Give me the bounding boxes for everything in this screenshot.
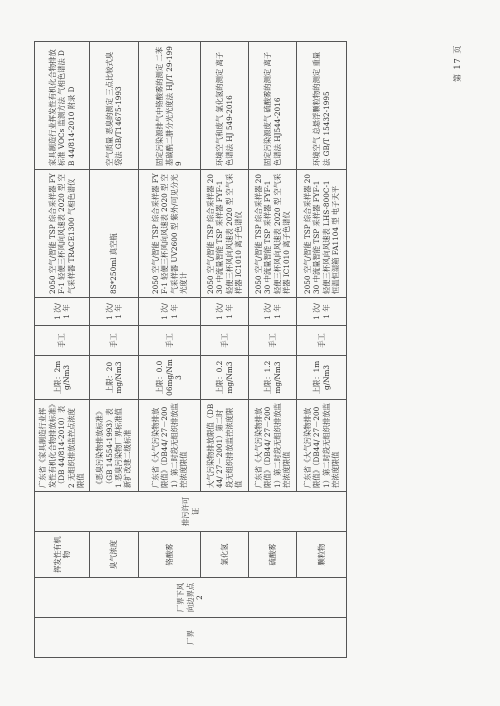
analysis-method-cell: 环境空气和废气 氯化氢的测定 离子色谱法 HJ 549-2016 — [201, 42, 249, 170]
table-row — [297, 42, 347, 658]
permit-cell: 排污许可证 — [35, 492, 347, 532]
equipment-cell: 2050 空气/智能 TSP 综合采样器 FYF-1 轻便三杯风向风速表 2020 型 空气采样器 UV2600 型 紫外/可见分光光度计 — [139, 170, 201, 298]
table-row — [201, 42, 249, 658]
pollutant-cell: 铬酸雾 — [139, 532, 201, 578]
limit-cell: 上限：1mg/Nm3 — [297, 356, 347, 400]
method-cell: 手工 — [249, 326, 297, 356]
equipment-cell: 2050 空气/智能 TSP 综合采样器 2030 中流量智能 TSP 采样器 FYF-1 轻便三杯风向风速表 2020 型 空气采样器 IC1010 离子色谱仪 — [201, 170, 249, 298]
limit-cell: 上限：1.2mg/Nm3 — [249, 356, 297, 400]
equipment-cell: 8S*250ml 真空瓶 — [90, 170, 139, 298]
analysis-method-cell: 环境空气 总悬浮颗粒物的测定 重量法 GB/T 15432-1995 — [297, 42, 347, 170]
equipment-cell: 2050 空气/智能 TSP 综合采样器 2030 中流量智能 TSP 采样器 FYF-1 轻便三杯风向风速表 2020 型 空气采样器 IC1010 离子色谱仪 — [249, 170, 297, 298]
method-cell: 手工 — [35, 326, 90, 356]
limit-cell: 上限：20mg/Nm3 — [90, 356, 139, 400]
analysis-method-cell: 固定污染源排气中铬酸雾的测定 二苯基碳酰二肼分光光度法 HJ/T 29-1999 — [139, 42, 201, 170]
pollutant-cell: 挥发性有机物 — [35, 532, 90, 578]
method-cell: 手工 — [90, 326, 139, 356]
frequency-cell: 1 次/1 年 — [90, 298, 139, 326]
standard-cell: 大气污染物排放限值（DB44/ 27－2001）第二时段无组织排放监控浓度限值 — [201, 400, 249, 492]
method-cell: 手工 — [297, 326, 347, 356]
standard-cell: 广东省《大气污染物排放限值》（DB44/ 27－2001）第二时段无组织排放监控浓度限值 — [297, 400, 347, 492]
method-cell: 手工 — [139, 326, 201, 356]
analysis-method-cell: 空气质量 恶臭的测定 三点比较式臭袋法 GB/T14675-1993 — [90, 42, 139, 170]
limit-cell: 上限：0.2mg/Nm3 — [201, 356, 249, 400]
analysis-method-cell: 家具制造行业挥发性有机化合物排放标准 VOCs 监测方法 气相色谱法 DB 44/814-2010 附录 D — [35, 42, 90, 170]
pollutant-cell: 臭气浓度 — [90, 532, 139, 578]
pollutant-cell: 氯化氢 — [201, 532, 249, 578]
pollutant-cell: 硫酸雾 — [249, 532, 297, 578]
frequency-cell: 1 次/1 年 — [139, 298, 201, 326]
method-cell: 手工 — [201, 326, 249, 356]
equipment-cell: 2050 空气/智能 TSP 综合采样器 FYF-1 轻便三杯风向风速表 2020 型 空气采样器 TRACE1300 气相色谱仪 — [35, 170, 90, 298]
standard-cell: 《恶臭污染物排放标准》（GB 14554-1993）表 1 恶臭污染物厂界标准值新扩改建二级标准 — [90, 400, 139, 492]
standard-cell: 广东省《大气污染物排放限值》（DB44/ 27－2001）第二时段无组织排放监控浓度限值 — [139, 400, 201, 492]
analysis-method-cell: 固定污染源废气 硫酸雾的测定 离子色谱法 HJ544-2016 — [249, 42, 297, 170]
monitoring-table — [34, 41, 347, 658]
table-row — [35, 42, 90, 658]
table-row — [139, 42, 201, 658]
area-cell: 厂界 — [35, 618, 347, 658]
equipment-cell: 2050 空气/智能 TSP 综合采样器 2030 中流量智能 TSP 采样器 FYF-1 轻便三杯风向风速表 LHS-800C-1 恒温恒湿箱 FA1104 型 电子天平 — [297, 170, 347, 298]
page-number: 第 17 页 — [453, 44, 462, 82]
pollutant-cell: 颗粒物 — [297, 532, 347, 578]
location-cell: 厂界下风向边界点 2 — [35, 578, 347, 618]
table-row — [90, 42, 139, 658]
table-row — [249, 42, 297, 658]
frequency-cell: 1 次/1 年 — [201, 298, 249, 326]
limit-cell: 上限：0.006mg/Nm3 — [139, 356, 201, 400]
limit-cell: 上限：2mg/Nm3 — [35, 356, 90, 400]
frequency-cell: 1 次/1 年 — [35, 298, 90, 326]
standard-cell: 广东省《大气污染物排放限值》（DB44/ 27－2001）第二时段无组织排放监控浓度限值 — [249, 400, 297, 492]
standard-cell: 广东省《家具制造行业挥发性有机化合物排放标准》（DB 44/814-2010）表 2 无组织排放监控点浓度限值 — [35, 400, 90, 492]
frequency-cell: 1 次/1 年 — [249, 298, 297, 326]
frequency-cell: 1 次/1 年 — [297, 298, 347, 326]
